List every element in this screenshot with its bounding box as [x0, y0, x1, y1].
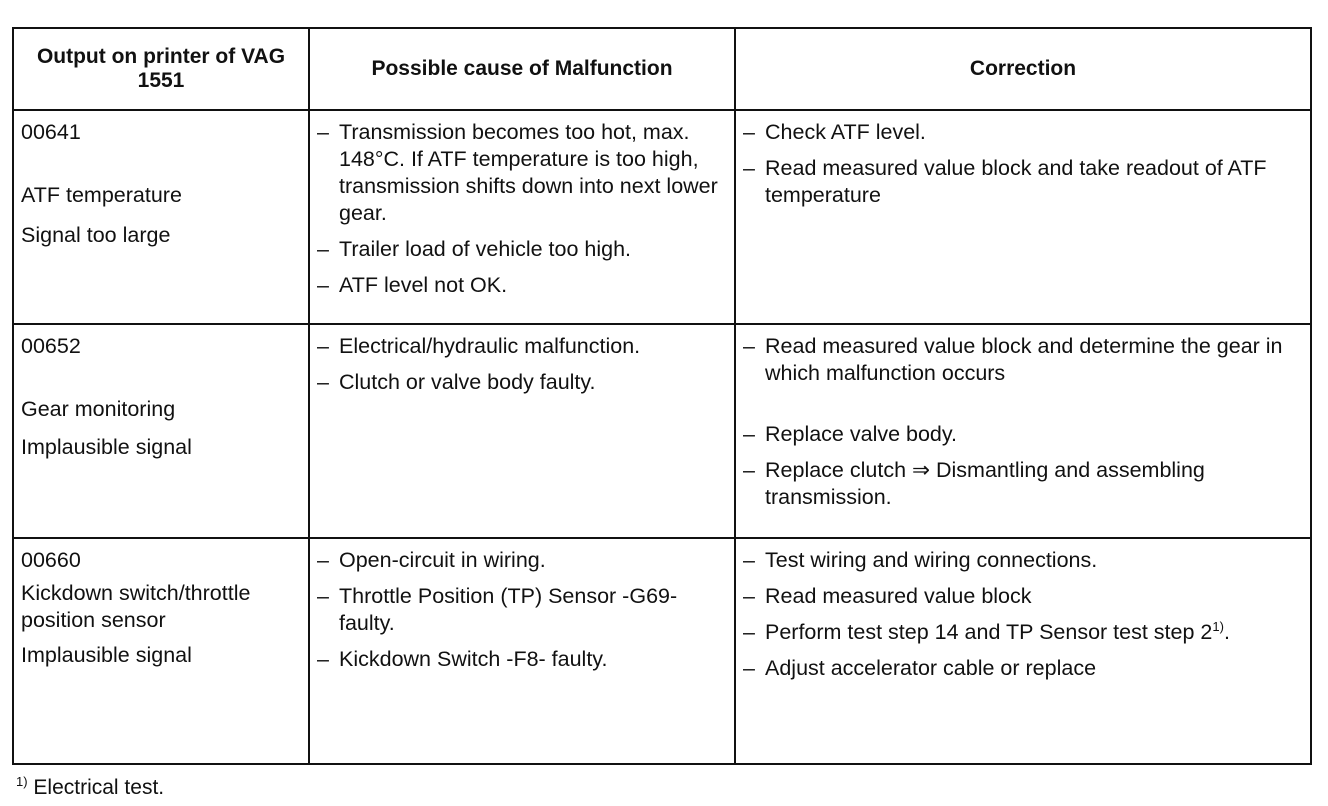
dash-bullet: – [743, 156, 755, 180]
dash-bullet: – [743, 458, 755, 482]
cause-cell [309, 324, 735, 538]
header-output: Output on printer of VAG 1551 [13, 28, 309, 110]
dash-bullet: – [743, 620, 755, 644]
dash-bullet: – [317, 120, 329, 144]
dash-bullet: – [743, 334, 755, 358]
cause-cell [309, 110, 735, 324]
cause-item: – Trailer load of vehicle too high. [317, 237, 632, 261]
cause-item: – Electrical/hydraulic malfunction. [317, 334, 641, 358]
fault-name: Kickdown switch/throttle position sensor [21, 581, 251, 632]
cause-item: – Open-circuit in wiring. [317, 548, 546, 572]
fault-code-table [12, 27, 1312, 765]
correction-item: – Replace valve body. [743, 422, 958, 446]
correction-item: – Test wiring and wiring connections. [743, 548, 1098, 572]
table-header-row [13, 28, 1311, 110]
footnote-text: Electrical test. [33, 776, 165, 799]
dash-bullet: – [317, 273, 329, 297]
cause-item: – ATF level not OK. [317, 273, 508, 297]
correction-cell [735, 324, 1311, 538]
fault-code: 00660 [21, 548, 81, 572]
output-cell [13, 110, 309, 324]
dash-bullet: – [317, 584, 329, 608]
footnote-ref: 1) [1212, 619, 1224, 634]
footnote-marker: 1) [16, 774, 28, 789]
dash-bullet: – [317, 370, 329, 394]
diagnostic-table-page [12, 27, 1304, 765]
cause-cell [309, 538, 735, 764]
dash-bullet: – [317, 647, 329, 671]
fault-code: 00652 [21, 334, 81, 358]
correction-cell [735, 110, 1311, 324]
cause-item: – Kickdown Switch -F8- faulty. [317, 647, 608, 671]
dash-bullet: – [317, 548, 329, 572]
dash-bullet: – [743, 422, 755, 446]
table-row [13, 110, 1311, 324]
fault-status: Implausible signal [21, 643, 192, 667]
correction-item: – Adjust accelerator cable or replace [743, 656, 1097, 680]
correction-cell [735, 538, 1311, 764]
output-cell [13, 538, 309, 764]
output-cell [13, 324, 309, 538]
fault-status: Implausible signal [21, 435, 192, 459]
correction-item: – Replace clutch ⇒ Dismantling and assembling transmission. [743, 458, 1205, 509]
correction-item: – Read measured value block and take readout of ATF temperature [743, 156, 1267, 207]
dash-bullet: – [317, 334, 329, 358]
table-row [13, 538, 1311, 764]
dash-bullet: – [743, 548, 755, 572]
header-cause: Possible cause of Malfunction [309, 28, 735, 110]
dash-bullet: – [317, 237, 329, 261]
dash-bullet: – [743, 656, 755, 680]
header-correction: Correction [735, 28, 1311, 110]
correction-item: – Check ATF level. [743, 120, 926, 144]
correction-item: – Read measured value block [743, 584, 1032, 608]
fault-code: 00641 [21, 120, 81, 144]
cause-item: – Clutch or valve body faulty. [317, 370, 596, 394]
dash-bullet: – [743, 584, 755, 608]
fault-name: Gear monitoring [21, 397, 176, 421]
cause-item: – Throttle Position (TP) Sensor -G69- faulty. [317, 584, 678, 635]
cause-item: – Transmission becomes too hot, max. 148°C. If ATF temperature is too high, transmission shifts down into next lower gear. [317, 120, 718, 225]
fault-name: ATF temperature [21, 183, 182, 207]
correction-item: – Read measured value block and determine the gear in which malfunction occurs [743, 334, 1283, 385]
correction-item: – Perform test step 14 and TP Sensor test step 2$^{1)}$. [743, 619, 1230, 644]
table-row [13, 324, 1311, 538]
footnote [16, 774, 164, 802]
fault-status: Signal too large [21, 223, 171, 247]
dash-bullet: – [743, 120, 755, 144]
